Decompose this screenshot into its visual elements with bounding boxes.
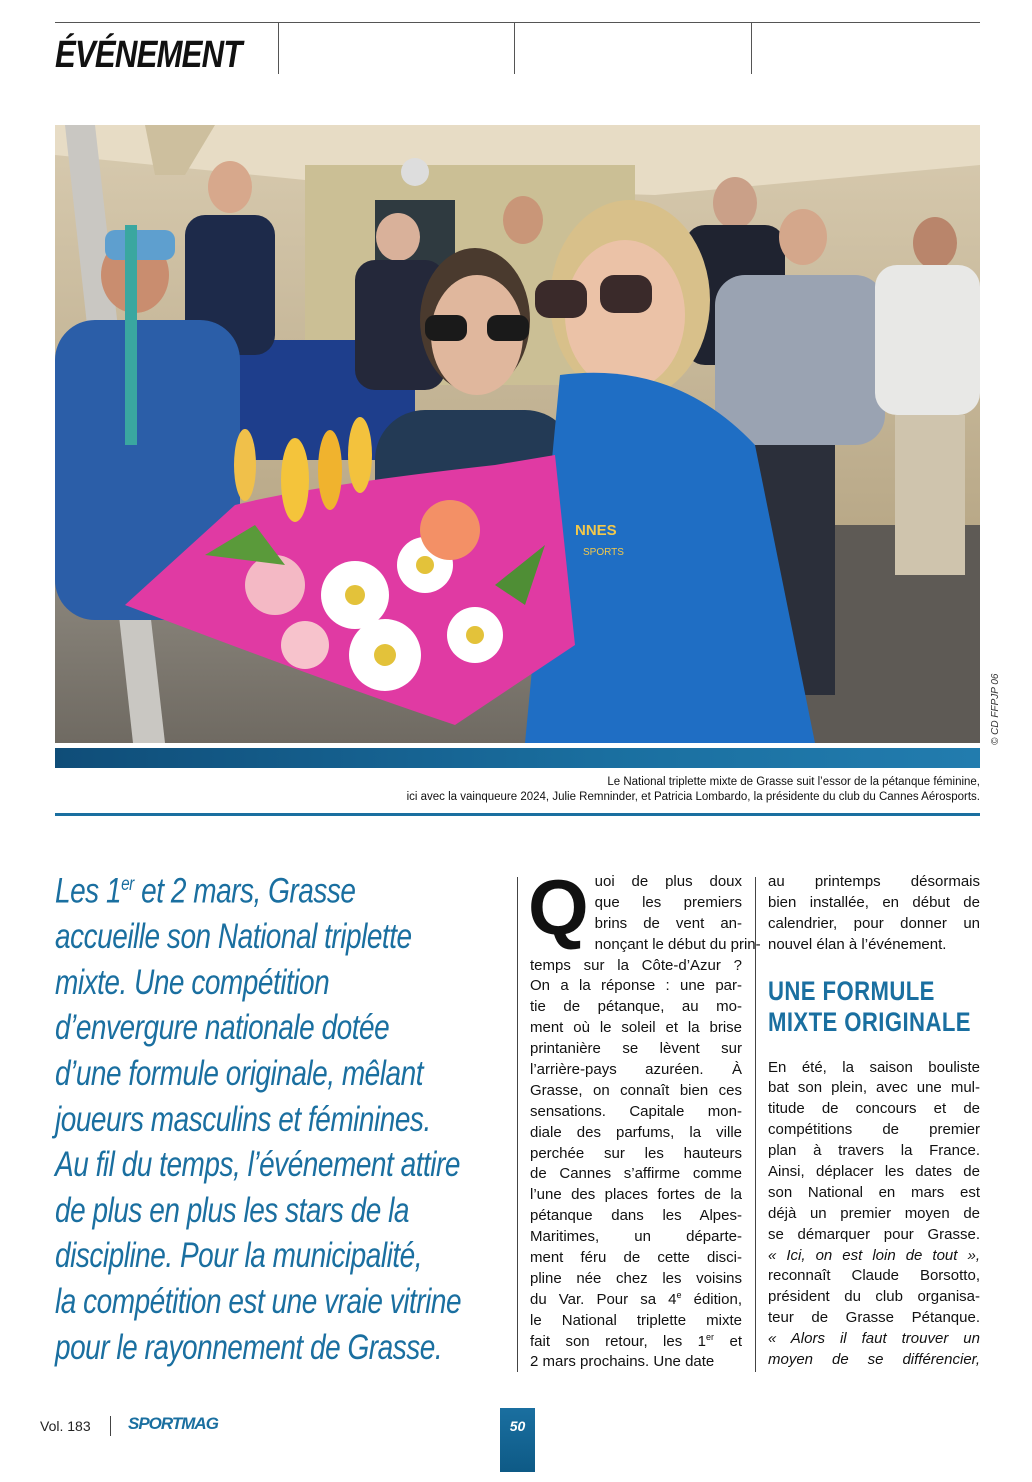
page-number: 50 bbox=[500, 1408, 535, 1472]
body-line: président du club organisa- bbox=[768, 1288, 980, 1306]
lead-line: discipline. Pour la municipalité, bbox=[55, 1236, 423, 1276]
body-column-2 bbox=[768, 872, 980, 1371]
header-divider bbox=[278, 22, 279, 74]
photo-credit: © CD FFPJP 06 bbox=[990, 673, 1001, 745]
body-line-quote: « Alors il faut trouver un bbox=[768, 1330, 980, 1348]
header-divider bbox=[514, 22, 515, 74]
body-line: printanière se lèvent sur bbox=[530, 1040, 742, 1058]
caption-line: ici avec la vainqueure 2024, Julie Remninder, et Patricia Lombardo, la présidente du club du Cannes Aérosports. bbox=[406, 791, 980, 803]
section-label: ÉVÉNEMENT bbox=[55, 34, 242, 76]
body-line: déjà un premier moyen de bbox=[768, 1204, 980, 1222]
column-rule bbox=[517, 877, 518, 1372]
body-line: nouvel élan à l’événement. bbox=[768, 935, 947, 953]
body-line: teur de Grasse Pétanque. bbox=[768, 1309, 980, 1327]
body-line: ment où le soleil et la brise bbox=[530, 1019, 742, 1037]
subheading: UNE FORMULE MIXTE ORIGINALE bbox=[768, 975, 971, 1037]
body-line-quote: « Ici, on est loin de tout », bbox=[768, 1246, 980, 1264]
body-line: perchée sur les hauteurs bbox=[530, 1144, 742, 1162]
body-line: se démarquer pour Grasse. bbox=[768, 1225, 980, 1243]
body-line: pétanque dans les Alpes- bbox=[530, 1207, 742, 1225]
body-line: diale des parfums, la ville bbox=[530, 1123, 742, 1141]
body-column-1 bbox=[528, 863, 761, 1373]
header-divider bbox=[751, 22, 752, 74]
svg-text:SPORTS: SPORTS bbox=[583, 547, 624, 558]
body-line: En été, la saison bouliste bbox=[768, 1058, 980, 1076]
lead-line: la compétition est une vraie vitrine bbox=[55, 1282, 462, 1321]
sportmag-logo: SPORTMAG bbox=[128, 1414, 218, 1433]
body-line: On a la réponse : une par- bbox=[530, 977, 742, 995]
footer-divider bbox=[110, 1416, 111, 1436]
body-line: titude de concours et de bbox=[768, 1100, 980, 1118]
photo-caption bbox=[407, 775, 980, 805]
photo-band bbox=[55, 748, 980, 768]
body-line: le National triplette mixte bbox=[530, 1311, 742, 1329]
body-line: sensations. Capitale mon- bbox=[530, 1102, 742, 1120]
body-line: pline née chez les voisins bbox=[530, 1269, 742, 1287]
body-line: nonçant le début du prin- bbox=[594, 935, 761, 953]
body-line: uoi de plus doux bbox=[594, 873, 742, 890]
body-line: 2 mars prochains. Une date bbox=[530, 1353, 715, 1371]
lead-line: Au fil du temps, l’événement attire bbox=[55, 1145, 460, 1185]
body-line: tie de pétanque, au mo- bbox=[530, 998, 742, 1016]
body-line: Ainsi, déplacer les dates de bbox=[768, 1163, 980, 1181]
volume-label: Vol. 183 bbox=[40, 1418, 91, 1434]
body-line: temps sur la Côte-d’Azur ? bbox=[530, 956, 742, 974]
header-rule bbox=[55, 22, 980, 23]
body-line: bien installée, en début de bbox=[768, 893, 980, 911]
drop-cap: Q bbox=[528, 863, 589, 951]
lead-line: mixte. Une compétition bbox=[55, 962, 330, 1002]
body-line: fait son retour, les 1er et bbox=[530, 1331, 743, 1350]
caption-rule bbox=[55, 813, 980, 816]
lead-line: pour le rayonnement de Grasse. bbox=[55, 1327, 443, 1367]
body-line: compétitions de premier bbox=[768, 1121, 980, 1139]
lead-line: de plus en plus les stars de la bbox=[55, 1190, 410, 1230]
body-line: au printemps désormais bbox=[768, 873, 980, 890]
body-line: Grasse, on connaît bien ces bbox=[530, 1081, 742, 1099]
body-line: ment féru de cette disci- bbox=[530, 1249, 742, 1267]
photo-illustration bbox=[55, 125, 980, 743]
lead-line: d’une formule originale, mêlant bbox=[55, 1054, 424, 1094]
lead-line: accueille son National triplette bbox=[55, 917, 412, 957]
lead-line: joueurs masculins et féminines. bbox=[55, 1099, 431, 1139]
lead-line: Les 1er et 2 mars, Grasse bbox=[55, 871, 356, 911]
body-line: du Var. Pour sa 4e édition, bbox=[530, 1289, 742, 1308]
lead-line: d’envergure nationale dotée bbox=[55, 1008, 390, 1048]
body-line: l’une des places fortes de la bbox=[530, 1186, 742, 1204]
lead-paragraph bbox=[55, 862, 525, 1370]
body-line: son National en mars est bbox=[768, 1183, 980, 1201]
svg-text:NNES: NNES bbox=[575, 522, 617, 539]
body-line: bat son plein, avec une mul- bbox=[768, 1079, 980, 1097]
event-photo bbox=[55, 125, 980, 743]
body-line: Maritimes, un départe- bbox=[530, 1228, 742, 1246]
body-line: l’arrière-pays azuréen. À bbox=[530, 1061, 742, 1079]
body-line: reconnaît Claude Borsotto, bbox=[768, 1267, 980, 1285]
caption-line: Le National triplette mixte de Grasse suit l’essor de la pétanque féminine, bbox=[607, 776, 980, 788]
body-line: plan à travers la France. bbox=[768, 1142, 980, 1160]
body-line: calendrier, pour donner un bbox=[768, 914, 980, 932]
body-line: brins de vent an- bbox=[594, 914, 742, 932]
body-line: de Cannes s’affirme comme bbox=[530, 1165, 742, 1183]
body-line: que les premiers bbox=[594, 893, 742, 911]
body-line-quote: moyen de se différencier, bbox=[768, 1351, 980, 1369]
